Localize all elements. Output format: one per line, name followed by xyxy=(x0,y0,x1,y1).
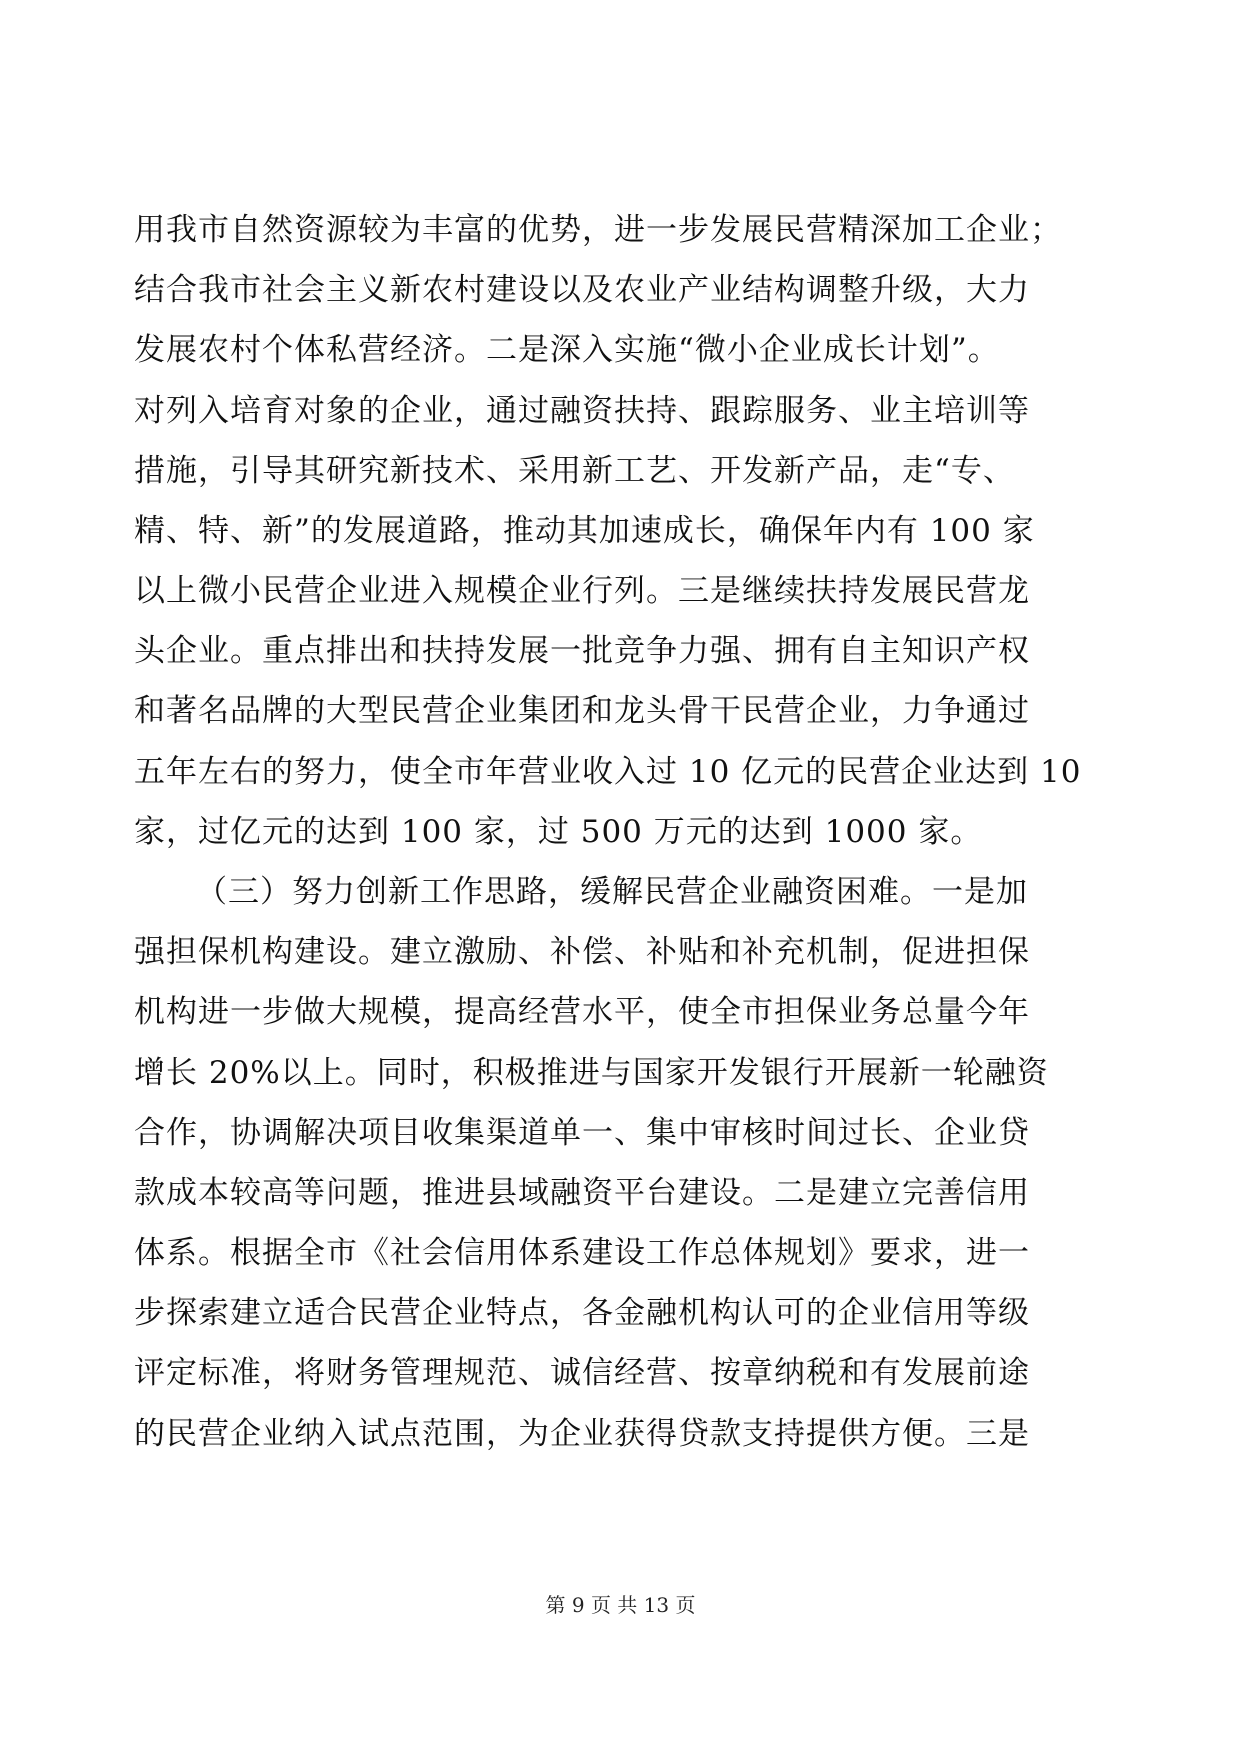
body-line-18: 体系。根据全市《社会信用体系建设工作总体规划》要求，进一 xyxy=(134,1235,1030,1271)
section-heading-line: （三）努力创新工作思路，缓解民营企业融资困难。一是加 xyxy=(196,874,1028,910)
body-line-13: 强担保机构建设。建立激励、补偿、补贴和补充机制，促进担保 xyxy=(134,934,1030,970)
body-line-16: 合作，协调解决项目收集渠道单一、集中审核时间过长、企业贷 xyxy=(134,1115,1030,1151)
body-line-19: 步探索建立适合民营企业特点，各金融机构认可的企业信用等级 xyxy=(134,1295,1030,1331)
body-line-8: 头企业。重点排出和扶持发展一批竞争力强、拥有自主知识产权 xyxy=(134,633,1030,669)
body-line-9: 和著名品牌的大型民营企业集团和龙头骨干民营企业，力争通过 xyxy=(134,693,1030,729)
body-line-11: 家，过亿元的达到 100 家，过 500 万元的达到 1000 家。 xyxy=(134,814,983,850)
body-line-4: 对列入培育对象的企业，通过融资扶持、跟踪服务、业主培训等 xyxy=(134,393,1030,429)
body-line-6: 精、特、新”的发展道路，推动其加速成长，确保年内有 100 家 xyxy=(134,513,1035,549)
body-line-10: 五年左右的努力，使全市年营业收入过 10 亿元的民营企业达到 10 xyxy=(134,754,1082,790)
body-line-5: 措施，引导其研究新技术、采用新工艺、开发新产品，走“专、 xyxy=(134,453,1015,489)
body-line-14: 机构进一步做大规模，提高经营水平，使全市担保业务总量今年 xyxy=(134,994,1030,1030)
body-line-7: 以上微小民营企业进入规模企业行列。三是继续扶持发展民营龙 xyxy=(134,573,1030,609)
body-line-2: 结合我市社会主义新农村建设以及农业产业结构调整升级，大力 xyxy=(134,272,1030,308)
body-line-1: 用我市自然资源较为丰富的优势，进一步发展民营精深加工企业； xyxy=(134,212,1062,248)
body-line-3: 发展农村个体私营经济。二是深入实施“微小企业成长计划”。 xyxy=(134,332,1000,368)
page-number-footer: 第 9 页 共 13 页 xyxy=(545,1593,696,1617)
body-line-15: 增长 20%以上。同时，积极推进与国家开发银行开展新一轮融资 xyxy=(134,1055,1049,1091)
body-line-20: 评定标准，将财务管理规范、诚信经营、按章纳税和有发展前途 xyxy=(134,1355,1030,1391)
body-line-17: 款成本较高等问题，推进县域融资平台建设。二是建立完善信用 xyxy=(134,1175,1030,1211)
body-line-21: 的民营企业纳入试点范围，为企业获得贷款支持提供方便。三是 xyxy=(134,1416,1030,1452)
